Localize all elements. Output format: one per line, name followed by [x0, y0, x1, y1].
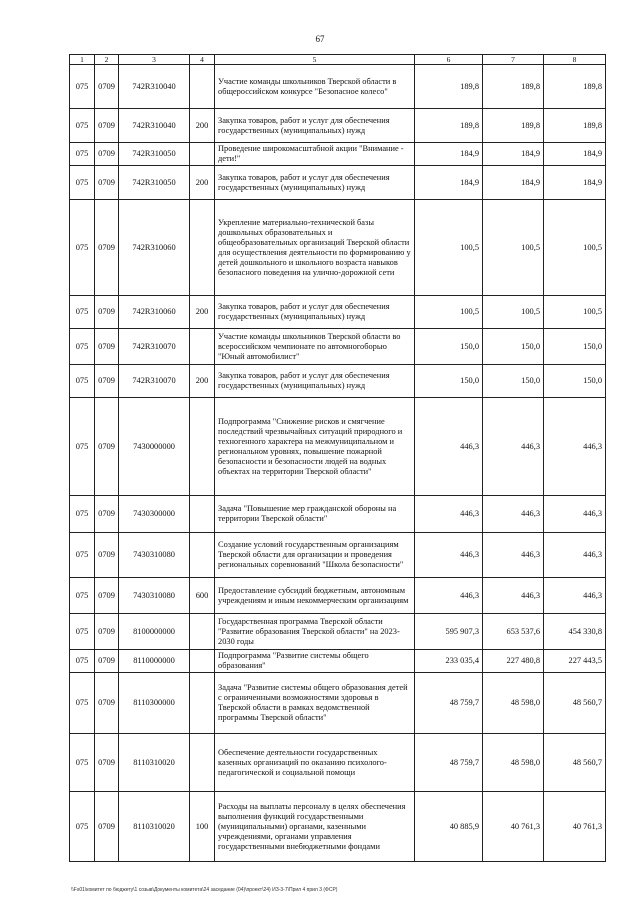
- cell-amount-2: 446,3: [483, 496, 544, 533]
- cell-ved: 075: [70, 65, 95, 109]
- cell-section: 0709: [95, 166, 119, 200]
- cell-amount-1: 595 907,3: [415, 614, 483, 650]
- col-header-3: 3: [119, 55, 190, 65]
- col-header-8: 8: [544, 55, 606, 65]
- cell-amount-1: 189,8: [415, 65, 483, 109]
- cell-target-article: 742R310040: [119, 65, 190, 109]
- table-row: [70, 792, 606, 862]
- cell-amount-2: 48 598,0: [483, 673, 544, 734]
- cell-target-article: 7430300000: [119, 496, 190, 533]
- table-row: [70, 578, 606, 614]
- cell-expense-type: [190, 673, 215, 734]
- cell-amount-1: 446,3: [415, 398, 483, 496]
- cell-section: 0709: [95, 533, 119, 578]
- table-row: [70, 496, 606, 533]
- cell-amount-2: 653 537,6: [483, 614, 544, 650]
- col-header-7: 7: [483, 55, 544, 65]
- cell-amount-3: 100,5: [544, 296, 606, 329]
- table-row: [70, 365, 606, 398]
- cell-amount-3: 189,8: [544, 109, 606, 143]
- cell-expense-type: [190, 398, 215, 496]
- cell-name: Подпрограмма "Снижение рисков и смягчение последствий чрезвычайных ситуаций природного и техногенного характера на межмуниципальном и региональном уровнях, повышение пожарной безопасности и безопасности людей на водных объектах на территории Тверской области": [215, 398, 415, 496]
- cell-target-article: 742R310040: [119, 109, 190, 143]
- cell-amount-3: 100,5: [544, 200, 606, 296]
- cell-name: Задача "Развитие системы общего образования детей с ограниченными возможностями здоровья в Тверской области в рамках ведомственной программы Тверской области": [215, 673, 415, 734]
- cell-ved: 075: [70, 614, 95, 650]
- cell-name: Предоставление субсидий бюджетным, автономным учреждениям и иным некоммерческим организациям: [215, 578, 415, 614]
- table-row: [70, 614, 606, 650]
- cell-target-article: 742R310070: [119, 365, 190, 398]
- col-header-1: 1: [70, 55, 95, 65]
- cell-amount-3: 454 330,8: [544, 614, 606, 650]
- cell-amount-3: 446,3: [544, 398, 606, 496]
- cell-target-article: 8100000000: [119, 614, 190, 650]
- cell-amount-3: 446,3: [544, 578, 606, 614]
- table-row: [70, 143, 606, 166]
- cell-section: 0709: [95, 365, 119, 398]
- cell-amount-1: 100,5: [415, 200, 483, 296]
- cell-section: 0709: [95, 578, 119, 614]
- cell-amount-1: 150,0: [415, 329, 483, 365]
- cell-section: 0709: [95, 65, 119, 109]
- table-row: [70, 329, 606, 365]
- cell-expense-type: 200: [190, 296, 215, 329]
- cell-target-article: 742R310050: [119, 143, 190, 166]
- cell-target-article: 8110300000: [119, 673, 190, 734]
- table-row: [70, 109, 606, 143]
- cell-target-article: 8110310020: [119, 792, 190, 862]
- cell-amount-3: 40 761,3: [544, 792, 606, 862]
- cell-name: Подпрограмма "Развитие системы общего образования": [215, 650, 415, 673]
- cell-amount-1: 40 885,9: [415, 792, 483, 862]
- cell-expense-type: [190, 329, 215, 365]
- cell-ved: 075: [70, 496, 95, 533]
- cell-amount-3: 150,0: [544, 365, 606, 398]
- cell-name: Закупка товаров, работ и услуг для обеспечения государственных (муниципальных) нужд: [215, 166, 415, 200]
- cell-expense-type: 200: [190, 365, 215, 398]
- cell-section: 0709: [95, 496, 119, 533]
- cell-section: 0709: [95, 329, 119, 365]
- cell-ved: 075: [70, 533, 95, 578]
- cell-section: 0709: [95, 614, 119, 650]
- cell-ved: 075: [70, 365, 95, 398]
- cell-name: Укрепление материально-технической базы дошкольных образовательных и общеобразовательных организаций Тверской области для осуществления деятельности по формированию у детей дошкольного и школьного возраста навыков безопасного поведения на улично-дорожной сети: [215, 200, 415, 296]
- cell-target-article: 7430310080: [119, 533, 190, 578]
- cell-ved: 075: [70, 792, 95, 862]
- cell-target-article: 742R310060: [119, 200, 190, 296]
- table-row: [70, 166, 606, 200]
- file-path-footer: \\Fs01\комитет по бюджету\1 созыв\Документы комитета\24 заседание (04)\проект\24) ИЗ-3-7\Прил 4 прил 3 (ФСР): [71, 887, 338, 893]
- cell-amount-2: 150,0: [483, 365, 544, 398]
- cell-name: Участие команды школьников Тверской области во всероссийском чемпионате по автомногоборью "Юный автомобилист": [215, 329, 415, 365]
- cell-amount-1: 184,9: [415, 166, 483, 200]
- cell-amount-1: 184,9: [415, 143, 483, 166]
- cell-ved: 075: [70, 200, 95, 296]
- cell-expense-type: [190, 200, 215, 296]
- cell-amount-2: 40 761,3: [483, 792, 544, 862]
- cell-expense-type: [190, 143, 215, 166]
- cell-amount-2: 184,9: [483, 166, 544, 200]
- cell-amount-3: 150,0: [544, 329, 606, 365]
- cell-amount-1: 150,0: [415, 365, 483, 398]
- cell-amount-2: 184,9: [483, 143, 544, 166]
- cell-expense-type: [190, 650, 215, 673]
- cell-target-article: 8110000000: [119, 650, 190, 673]
- table-row: [70, 673, 606, 734]
- cell-amount-3: 184,9: [544, 143, 606, 166]
- table-row: [70, 398, 606, 496]
- cell-amount-2: 189,8: [483, 109, 544, 143]
- cell-section: 0709: [95, 143, 119, 166]
- cell-ved: 075: [70, 398, 95, 496]
- page-number: 67: [315, 34, 325, 44]
- cell-name: Участие команды школьников Тверской области в общероссийском конкурсе "Безопасное колесо": [215, 65, 415, 109]
- table-row: [70, 650, 606, 673]
- table-row: [70, 734, 606, 792]
- cell-amount-1: 48 759,7: [415, 673, 483, 734]
- cell-ved: 075: [70, 734, 95, 792]
- cell-name: Закупка товаров, работ и услуг для обеспечения государственных (муниципальных) нужд: [215, 365, 415, 398]
- cell-amount-3: 227 443,5: [544, 650, 606, 673]
- table-row: [70, 65, 606, 109]
- col-header-5: 5: [215, 55, 415, 65]
- cell-target-article: 742R310060: [119, 296, 190, 329]
- cell-ved: 075: [70, 650, 95, 673]
- cell-name: Закупка товаров, работ и услуг для обеспечения государственных (муниципальных) нужд: [215, 296, 415, 329]
- cell-section: 0709: [95, 734, 119, 792]
- cell-ved: 075: [70, 109, 95, 143]
- cell-expense-type: [190, 614, 215, 650]
- cell-amount-1: 189,8: [415, 109, 483, 143]
- cell-name: Государственная программа Тверской области "Развитие образования Тверской области" на 2023-2030 годы: [215, 614, 415, 650]
- cell-amount-1: 48 759,7: [415, 734, 483, 792]
- cell-expense-type: [190, 533, 215, 578]
- cell-target-article: 8110310020: [119, 734, 190, 792]
- cell-amount-2: 100,5: [483, 296, 544, 329]
- col-header-4: 4: [190, 55, 215, 65]
- cell-amount-3: 189,8: [544, 65, 606, 109]
- cell-ved: 075: [70, 578, 95, 614]
- budget-table: [69, 54, 606, 862]
- cell-name: Задача "Повышение мер гражданской обороны на территории Тверской области": [215, 496, 415, 533]
- cell-ved: 075: [70, 143, 95, 166]
- cell-section: 0709: [95, 200, 119, 296]
- col-header-6: 6: [415, 55, 483, 65]
- cell-amount-3: 184,9: [544, 166, 606, 200]
- cell-amount-3: 48 560,7: [544, 673, 606, 734]
- cell-amount-1: 446,3: [415, 578, 483, 614]
- cell-section: 0709: [95, 650, 119, 673]
- cell-target-article: 7430310080: [119, 578, 190, 614]
- col-header-2: 2: [95, 55, 119, 65]
- cell-ved: 075: [70, 166, 95, 200]
- cell-target-article: 7430000000: [119, 398, 190, 496]
- cell-amount-2: 446,3: [483, 578, 544, 614]
- cell-ved: 075: [70, 673, 95, 734]
- cell-section: 0709: [95, 792, 119, 862]
- cell-amount-3: 48 560,7: [544, 734, 606, 792]
- cell-expense-type: [190, 65, 215, 109]
- cell-amount-2: 189,8: [483, 65, 544, 109]
- cell-expense-type: 200: [190, 166, 215, 200]
- cell-target-article: 742R310070: [119, 329, 190, 365]
- cell-amount-2: 446,3: [483, 398, 544, 496]
- cell-section: 0709: [95, 296, 119, 329]
- cell-section: 0709: [95, 398, 119, 496]
- cell-name: Проведение широкомасштабной акции "Внимание - дети!": [215, 143, 415, 166]
- cell-name: Расходы на выплаты персоналу в целях обеспечения выполнения функций государственными (муниципальными) органами, казенными учреждениями, органами управления государственными внебюджетными фондами: [215, 792, 415, 862]
- cell-expense-type: 100: [190, 792, 215, 862]
- cell-amount-2: 100,5: [483, 200, 544, 296]
- cell-section: 0709: [95, 673, 119, 734]
- cell-amount-3: 446,3: [544, 533, 606, 578]
- table-row: [70, 533, 606, 578]
- cell-ved: 075: [70, 296, 95, 329]
- cell-amount-2: 48 598,0: [483, 734, 544, 792]
- cell-amount-2: 446,3: [483, 533, 544, 578]
- cell-ved: 075: [70, 329, 95, 365]
- cell-name: Создание условий государственным организациям Тверской области для организации и проведения региональных соревнований "Школа безопасности": [215, 533, 415, 578]
- cell-amount-3: 446,3: [544, 496, 606, 533]
- cell-amount-2: 227 480,8: [483, 650, 544, 673]
- cell-section: 0709: [95, 109, 119, 143]
- cell-expense-type: [190, 496, 215, 533]
- cell-amount-2: 150,0: [483, 329, 544, 365]
- cell-name: Обеспечение деятельности государственных казенных организаций по оказанию психолого-педагогической и социальной помощи: [215, 734, 415, 792]
- cell-amount-1: 100,5: [415, 296, 483, 329]
- table-row: [70, 296, 606, 329]
- cell-amount-1: 446,3: [415, 533, 483, 578]
- cell-expense-type: [190, 734, 215, 792]
- header-row: [70, 55, 606, 65]
- cell-amount-1: 446,3: [415, 496, 483, 533]
- cell-target-article: 742R310050: [119, 166, 190, 200]
- cell-amount-1: 233 035,4: [415, 650, 483, 673]
- cell-expense-type: 200: [190, 109, 215, 143]
- table-row: [70, 200, 606, 296]
- cell-expense-type: 600: [190, 578, 215, 614]
- cell-name: Закупка товаров, работ и услуг для обеспечения государственных (муниципальных) нужд: [215, 109, 415, 143]
